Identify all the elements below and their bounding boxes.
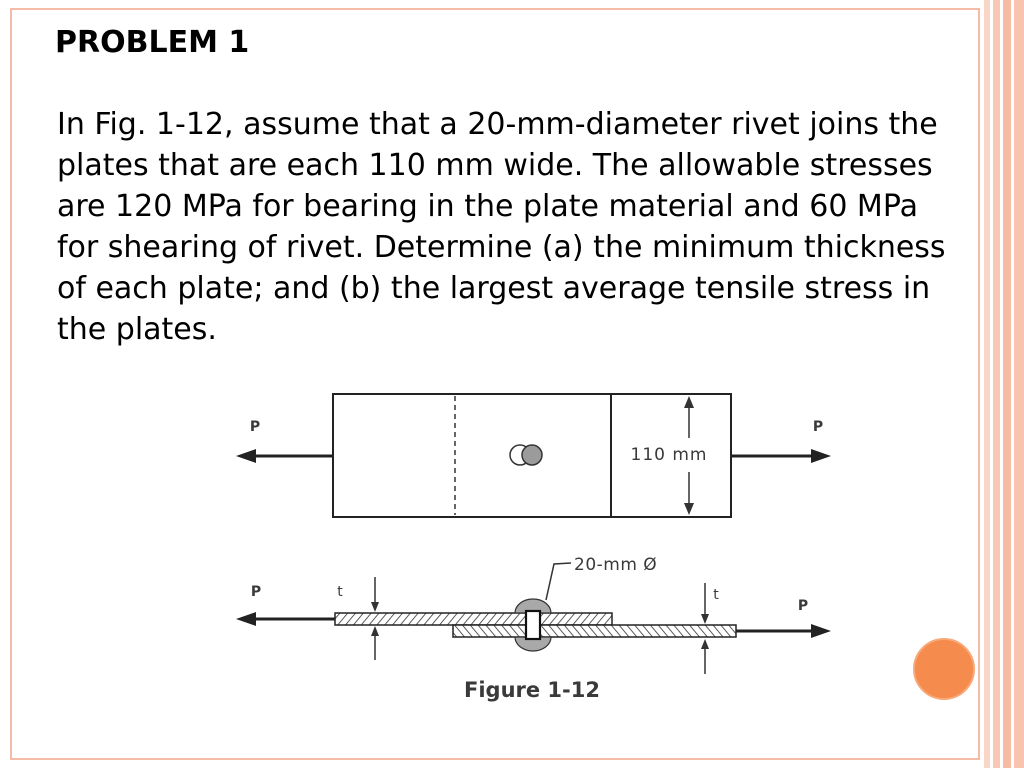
rivet-head — [522, 445, 542, 465]
lower-plate-section — [453, 625, 736, 637]
rivet-diameter-callout — [546, 555, 657, 600]
load-label: P — [812, 419, 824, 435]
thickness-label: t — [713, 587, 719, 603]
thickness-arrow-down-head — [701, 614, 709, 624]
thickness-arrow-down-head — [371, 602, 379, 612]
figure-caption: Figure 1-12 — [464, 678, 600, 702]
load-label: P — [249, 419, 261, 435]
upper-plate-section — [335, 613, 612, 625]
load-label: P — [250, 584, 262, 600]
plan-load-left — [236, 419, 333, 463]
thickness-arrow-up-head — [701, 639, 709, 649]
width-dimension-label: 110 mm — [630, 445, 708, 465]
slide-title: PROBLEM 1 — [55, 25, 250, 60]
plan-load-right — [731, 419, 831, 463]
plan-view — [236, 394, 831, 517]
problem-statement-line: are 120 MPa for bearing in the plate material and 60 MPa — [57, 189, 918, 224]
thickness-arrow-up-head — [371, 626, 379, 636]
side-load-right — [736, 598, 831, 638]
load-arrow-head — [811, 624, 831, 638]
side-view — [236, 555, 831, 674]
thickness-label: t — [337, 584, 343, 600]
problem-statement-line: In Fig. 1-12, assume that a 20-mm-diameter rivet joins the — [57, 107, 938, 142]
problem-statement-line: the plates. — [57, 312, 217, 347]
rivet-diameter-label: 20-mm Ø — [574, 555, 658, 575]
problem-statement-line: of each plate; and (b) the largest average tensile stress in — [57, 271, 931, 306]
load-label: P — [797, 598, 809, 614]
load-arrow-head — [811, 449, 831, 463]
rivet-shank — [526, 611, 540, 639]
leader-line — [546, 563, 571, 600]
problem-statement-line: plates that are each 110 mm wide. The allowable stresses — [57, 148, 933, 183]
rivet-plan-symbol — [510, 445, 542, 465]
load-arrow-head — [236, 612, 256, 626]
problem-statement-line: for shearing of rivet. Determine (a) the minimum thickness — [57, 230, 946, 265]
side-load-left — [236, 584, 335, 626]
load-arrow-head — [236, 449, 256, 463]
